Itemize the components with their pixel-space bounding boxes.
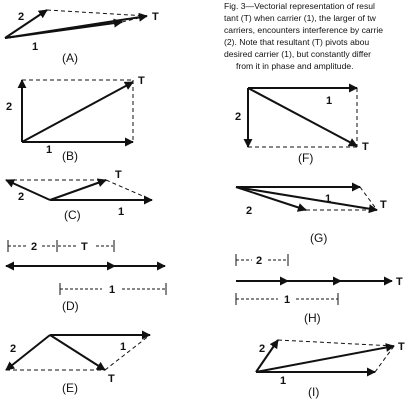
label-t: T bbox=[108, 373, 115, 385]
label-1: 1 bbox=[32, 41, 39, 53]
caption-line: (2). Note that resultant (T) pivots abou bbox=[224, 37, 370, 47]
caption-line: tant (T) when carrier (1), the larger of tw bbox=[224, 13, 376, 23]
label-2: 2 bbox=[235, 111, 242, 123]
label-t: T bbox=[138, 75, 145, 87]
panel-d bbox=[6, 240, 166, 313]
caption-line: from it in phase and amplitude. bbox=[236, 61, 354, 71]
label-2: 2 bbox=[256, 255, 263, 267]
caption-line: desired carrier (1), but constantly differ bbox=[224, 49, 371, 59]
label-1: 1 bbox=[46, 144, 53, 156]
panel-label: (E) bbox=[62, 381, 78, 395]
vector-t bbox=[22, 82, 133, 142]
vector-t bbox=[248, 88, 357, 146]
caption-line: carriers, encounters interference by carrie bbox=[224, 25, 384, 35]
vector-t bbox=[50, 180, 106, 200]
label-1: 1 bbox=[325, 193, 332, 205]
vector-t bbox=[5, 16, 147, 38]
label-t: T bbox=[380, 199, 387, 211]
label-t: T bbox=[152, 11, 159, 23]
label-1: 1 bbox=[326, 95, 333, 107]
panel-label: (D) bbox=[62, 299, 79, 313]
label-t: T bbox=[81, 241, 88, 253]
panel-b bbox=[6, 75, 145, 163]
label-t: T bbox=[396, 276, 403, 288]
label-2: 2 bbox=[246, 205, 253, 217]
dashed-line bbox=[47, 10, 147, 16]
panel-label: (H) bbox=[304, 311, 321, 325]
label-t: T bbox=[398, 341, 405, 353]
label-t: T bbox=[362, 141, 369, 153]
label-t: T bbox=[115, 169, 122, 181]
panel-c bbox=[6, 169, 152, 222]
panel-g bbox=[236, 187, 387, 245]
label-2: 2 bbox=[18, 11, 25, 23]
panel-h bbox=[236, 254, 403, 325]
panel-f bbox=[235, 88, 369, 165]
label-1: 1 bbox=[118, 206, 125, 218]
label-1: 1 bbox=[284, 294, 291, 306]
panel-label: (F) bbox=[298, 151, 314, 165]
dashed-line bbox=[360, 187, 377, 210]
label-1: 1 bbox=[109, 284, 116, 296]
panel-a bbox=[5, 10, 159, 65]
vector-t bbox=[50, 335, 105, 370]
panel-label: (C) bbox=[64, 208, 81, 222]
label-2: 2 bbox=[259, 343, 266, 355]
panel-label: (B) bbox=[62, 149, 78, 163]
dashed-line bbox=[106, 180, 152, 200]
vector-2 bbox=[6, 180, 50, 200]
label-2: 2 bbox=[6, 101, 13, 113]
label-2: 2 bbox=[10, 343, 17, 355]
panel-label: (A) bbox=[62, 51, 78, 65]
panel-label: (I) bbox=[308, 385, 320, 399]
panel-i bbox=[256, 340, 405, 399]
label-2: 2 bbox=[18, 191, 25, 203]
vector-t bbox=[256, 346, 394, 372]
panel-e bbox=[6, 335, 150, 395]
panel-label: (G) bbox=[310, 231, 328, 245]
dashed-line bbox=[105, 335, 150, 370]
label-1: 1 bbox=[280, 375, 287, 387]
label-1: 1 bbox=[120, 341, 127, 353]
label-2: 2 bbox=[31, 241, 38, 253]
vector-t bbox=[236, 187, 377, 210]
caption-line: Fig. 3—Vectorial representation of resul bbox=[224, 1, 375, 11]
dashed-line bbox=[278, 340, 394, 346]
